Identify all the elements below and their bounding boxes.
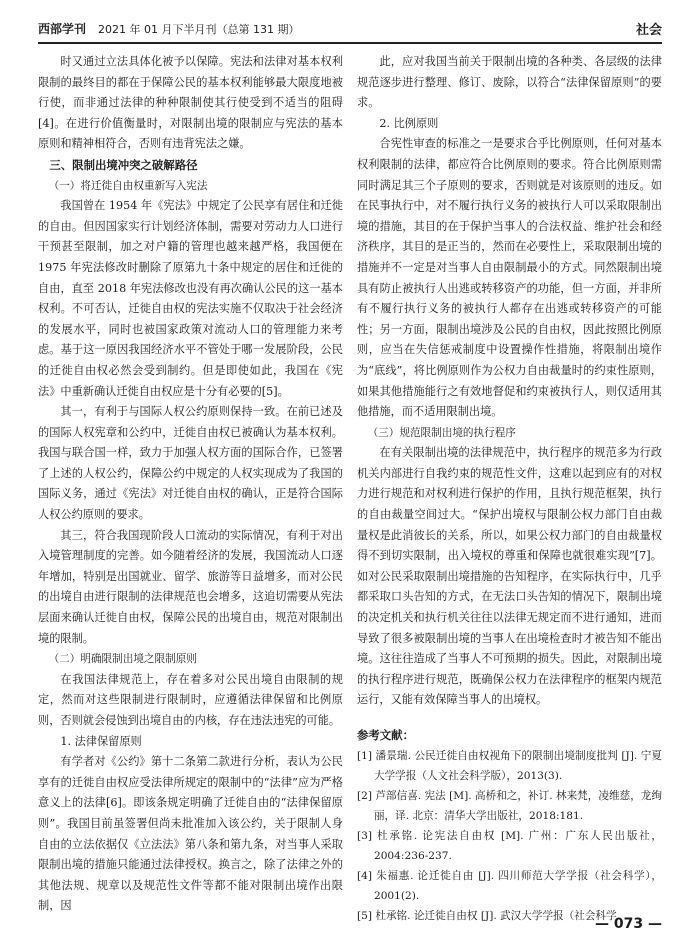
body-paragraph: 合宪性审查的标准之一是要求合乎比例原则，任何对基本权利限制的法律，都应符合比例原则的要求。符合比例原则需同时满足其三个子原则的要求，否则就是对该原则的违反。如在民事执行中，对不履行执行义务的被执行人可以采取限制出境的措施，其目的在于保护当事人的合法权益、维护社会和经济秩序，其目的是正当的，然而在必要性上，采取限制出境的措施并不一定是对当事人自由限制最小的方式。同然限制出境具有防止被执行人出逃或转移资产的功能，但一方面，并非所有不履行执行义务的被执行人都存在出逃或转移资产的可能性；另一方面，限制出境涉及公民的自由权，因此按照比例原则，应当在失信惩戒制度中设置操作性措施，将限制出境作为“底线”，将比例原则作为公权力自由裁量时的约束性原则，如果其他措施能行之有效地督促和约束被执行人，则仅适用其他措施，而不适用限制出境。 xyxy=(357,137,662,419)
body-paragraph: 此，应对我国当前关于限制出境的各种类、各层级的法律规范逐步进行整理、修订、废除，以符合“法律保留原则”的要求。 xyxy=(357,55,662,110)
reference-item: [3] 杜承铭. 论宪法自由权 [M]. 广州：广东人民出版社，2004:236-237. xyxy=(357,829,662,862)
reference-item: [5] 杜承铭. 论迁徙自由权 [J]. 武汉大学学报（社会科学 xyxy=(357,909,617,922)
subsection-heading: （一）将迁徙自由权重新写入宪法 xyxy=(48,179,208,192)
references-title: 参考文献： xyxy=(357,728,414,742)
body-paragraph: 2. 比例原则 xyxy=(379,116,439,130)
section-label: 社会 xyxy=(635,23,662,38)
body-paragraph: 时又通过立法具体化被予以保障。宪法和法律对基本权利限制的最终目的都在于保障公民的基本权利能够最大限度地被行使，而非通过法律的种种限制使其行使受到不适当的阻碍[4]。在进行价值衡量时，对限制出境的限制应与宪法的基本原则和精神相符合，否则有违背宪法之嫌。 xyxy=(38,55,343,151)
reference-item: [2] 芦部信喜. 宪法 [M]. 高桥和之，补订. 林来梵，凌维慈，龙绚丽，译. 北京：清华大学出版社，2018:181. xyxy=(357,789,662,822)
body-paragraph: 在我国法律规范上，存在着多对公民出境自由限制的规定，然而对这些限制进行限制时，应遵循法律保留和比例原则，否则就会侵蚀到出境自由的内核，存在违法违宪的可能。 xyxy=(38,672,343,727)
body-paragraph: 有学者对《公约》第十二条第二款进行分析，表认为公民享有的迁徙自由权应受法律所规定的限制中的“法律”应为严格意义上的法律[6]。即该条规定明确了迁徙自由的“法律保留原则”。我国目前虽签署但尚未批准加入该公约，关于限制人身自由的立法依据仅《立法法》第八条和第九条，对当事人采取限制出境的措施只能通过法律授权。换言之，除了法律之外的其他法规、规章以及规范性文件等都不能对限制出境作出限制，因 xyxy=(38,755,343,913)
section-heading: 三、限制出境冲突之破解路径 xyxy=(49,157,198,172)
body-paragraph: 其三，符合我国现阶段人口流动的实际情况，有利于对出入境管理制度的完善。如今随着经济的发展，我国流动人口逐年增加，特别是出国就业、留学、旅游等日益增多，而对公民的出境自由进行限制的法律规范也会增多，这追切需要从宪法层面来确认迁徙自由权，保障公民的出境自由，规范对限制出境的限制。 xyxy=(38,528,343,645)
subsection-heading: （二）明确限制出境之限制原则 xyxy=(48,653,197,666)
body-paragraph: 1. 法律保留原则 xyxy=(60,734,142,748)
reference-item: [1] 潘景瑞. 公民迁徙自由权视角下的限制出境制度批判 [J]. 宁夏大学学报（人文社会科学版），2013(3). xyxy=(357,749,662,782)
subsection-heading: （三）规范限制出境的执行程序 xyxy=(367,426,516,439)
reference-item: [4] 朱福惠. 论迁徙自由 [J]. 四川师范大学学报（社会科学），2001(2). xyxy=(357,869,662,902)
body-paragraph: 在有关限制出境的法律规范中，执行程序的规范多为行政机关内部进行自我约束的规范性文件，这难以起到应有的对权力进行规范和对权利进行保护的作用，且执行规范框架，执行的自由裁量空间过大。“保护出境权与限制公权力部门自由裁量权是此消彼长的关系，所以，如果公权力部门的自由裁量权得不到切实限制，出入境权的尊重和保障也就很难实现”[7]。如对公民采取限制出境措施的告知程序，在实际执行中，几乎都采取口头告知的方式，在无法口头告知的情况下，限制出境的决定机关和执行机关往往以法律无规定而不进行通知，进而导致了很多被限制出境的当事人在出境检查时才被告知不能出境。这往往造成了当事人不可预期的损失。因此，对限制出境的执行程序进行规范，既确保公权力在法律程序的框架内规范运行，又能有效保障当事人的出境权。 xyxy=(357,446,662,707)
journal-name: 西部学刊 xyxy=(38,22,87,36)
page-header xyxy=(38,14,662,44)
right-column xyxy=(357,52,662,926)
left-column xyxy=(38,52,343,917)
page-number: — 073 — xyxy=(595,916,662,932)
body-paragraph: 其一，有利于与国际人权公约原则保持一致。在前已述及的国际人权宪章和公约中，迁徙自由权已被确认为基本权利。我国与联合国一样，致力于加强人权方面的国际合作，已签署了上述的人权公约，保障公约中规定的人权实现成为了我国的国际义务，通过《宪法》对迁徙自由权的确认，正是符合国际人权公约原则的要求。 xyxy=(38,405,343,522)
issue-info: 2021 年 01 月下半月刊（总第 131 期） xyxy=(98,23,300,36)
body-paragraph: 我国曾在 1954 年《宪法》中规定了公民享有居住和迁徙的自由。但因国家实行计划经济体制，需要对劳动力人口进行干预甚至限制，加之对户籍的管理也越来越严格，我国便在 1975 年宪法修改时删除了原第九十条中规定的居住和迁徙的自由，直至 2018 年宪法修改也没有再次确认公民的这一基本权利。不可否认，迁徙自由权的宪法实施不仅取决于社会经济的发展水平，同时也被国家政策对流动人口的管理能力来考虑。基于这一原因我国经济水平不管处于哪一发展阶段，公民的迁徙自由权必然会受到制约。但是即使如此，我国在《宪法》中重新确认迁徙自由权应是十分有必要的[5]。 xyxy=(38,199,343,398)
